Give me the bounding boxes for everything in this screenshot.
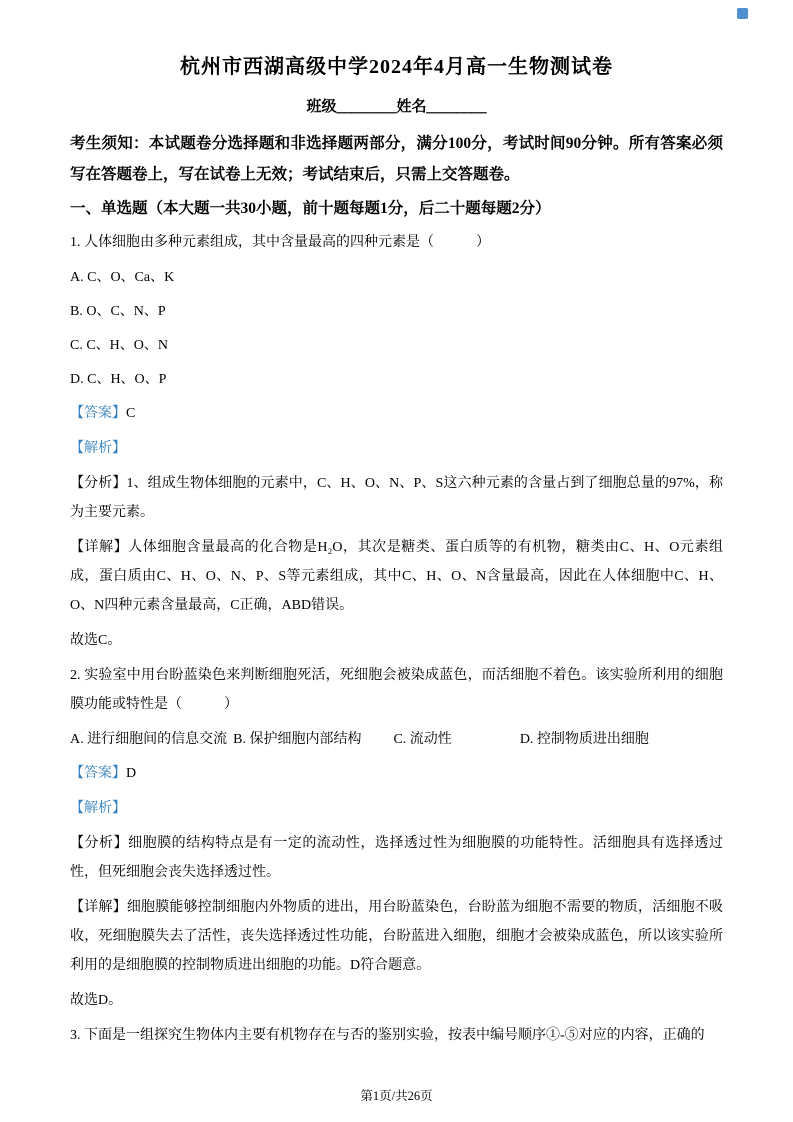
question-1-jiexi-line — [70, 434, 723, 463]
fenxi-text: 细胞膜的结构特点是有一定的流动性，选择透过性为细胞膜的功能特性。活细胞具有选择透过性，但死细胞会丧失选择透过性。 — [70, 836, 724, 880]
question-1-option-d: D. C、H、O、P — [70, 372, 167, 387]
question-2-conclusion: 故选D。 — [70, 993, 123, 1008]
question-2-jiexi-line — [70, 794, 723, 823]
question-1-option-c: C. C、H、O、N — [70, 338, 169, 353]
question-1-xiangjie — [70, 533, 723, 620]
question-1-option-b: B. O、C、N、P — [70, 304, 166, 319]
question-1-conclusion: 故选C。 — [70, 633, 122, 648]
question-1-answer-line — [70, 399, 723, 428]
question-3 — [70, 1021, 723, 1050]
fenxi-label: 【分析】 — [70, 476, 127, 491]
page-number: 第1页/共26页 — [360, 1089, 433, 1103]
class-name-line: 班级＿＿＿＿姓名＿＿＿＿ — [306, 99, 487, 115]
jiexi-label: 【解析】 — [70, 801, 126, 816]
question-2-option-c: C. 流动性 — [393, 732, 452, 747]
question-2-option-d: D. 控制物质进出细胞 — [519, 732, 649, 747]
jiexi-label: 【解析】 — [70, 441, 126, 456]
xiangjie-label: 【详解】 — [70, 900, 127, 915]
page-title: 杭州市西湖高级中学2024年4月高一生物测试卷 — [180, 56, 613, 78]
question-1-option-a: A. C、O、Ca、K — [70, 270, 175, 285]
question-3-stem: 3. 下面是一组探究生物体内主要有机物存在与否的鉴别实验，按表中编号顺序①-⑤对应的内容，正确的 — [70, 1028, 705, 1043]
question-2-option-b: B. 保护细胞内部结构 — [233, 732, 362, 747]
fenxi-label: 【分析】 — [70, 836, 129, 851]
answer-value: D — [126, 766, 137, 781]
question-1-fenxi — [70, 469, 723, 527]
question-2-xiangjie — [70, 893, 723, 980]
comment-marker-icon — [737, 8, 748, 19]
question-2-answer-line — [70, 759, 723, 788]
fenxi-text: 1、组成生物体细胞的元素中，C、H、O、N、P、S这六种元素的含量占到了细胞总量的97%，称为主要元素。 — [70, 476, 723, 520]
section-heading: 一、单选题（本大题一共30小题，前十题每题1分，后二十题每题2分） — [70, 200, 551, 217]
question-2-options — [70, 725, 723, 754]
question-2-stem: 2. 实验室中用台盼蓝染色来判断细胞死活，死细胞会被染成蓝色，而活细胞不着色。该实验所利用的细胞膜功能或特性是（ ） — [70, 668, 723, 712]
question-2-option-a: A. 进行细胞间的信息交流 — [70, 732, 228, 747]
answer-label: 【答案】 — [70, 406, 126, 421]
xiangjie-label: 【详解】 — [70, 540, 129, 555]
exam-notice: 考生须知：本试题卷分选择题和非选择题两部分，满分100分，考试时间90分钟。所有答案必须写在答题卷上，写在试卷上无效；考试结束后，只需上交答题卷。 — [70, 135, 723, 183]
answer-value: C — [126, 406, 136, 421]
xiangjie-text: 人体细胞含量最高的化合物是H₂O，其次是糖类、蛋白质等的有机物，糖类由C、H、O元素组成，蛋白质由C、H、O、N、P、S等元素组成，其中C、H、O、N含量最高，因此在人体细胞中C、H、O、N四种元素含量最高，C正确，ABD错误。 — [70, 540, 723, 613]
question-1 — [70, 228, 723, 655]
xiangjie-text: 细胞膜能够控制细胞内外物质的进出，用台盼蓝染色，台盼蓝为细胞不需要的物质，活细胞不吸收，死细胞膜失去了活性，丧失选择透过性功能，台盼蓝进入细胞，细胞才会被染成蓝色，所以该实验所利用的是细胞膜的控制物质进出细胞的功能。D符合题意。 — [70, 900, 724, 973]
question-1-stem: 1. 人体细胞由多种元素组成，其中含量最高的四种元素是（ ） — [70, 235, 490, 250]
question-2 — [70, 661, 723, 1015]
answer-label: 【答案】 — [70, 766, 126, 781]
question-2-fenxi — [70, 829, 723, 887]
